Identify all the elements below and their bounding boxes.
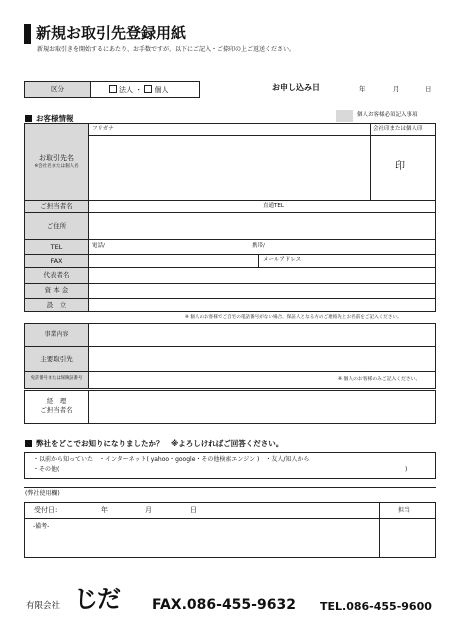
received-month: 月: [145, 506, 152, 514]
accounting-label-2: ご担当者名: [40, 406, 73, 414]
option-corporation: 法人: [119, 86, 133, 94]
survey-other-input[interactable]: [68, 465, 398, 475]
footer-tel: TEL.086-455-9600: [320, 600, 432, 613]
survey-line-2: ・その他(: [33, 466, 60, 473]
tel-mobile-input[interactable]: [272, 240, 435, 254]
client-name-input[interactable]: [89, 136, 369, 199]
category-options: [109, 85, 168, 94]
individual-note: ※ 個人のお客様でご自宅の電話番号がない場合、保証人となる方のご連絡先とお名前をご記入ください。: [185, 315, 402, 320]
direct-tel-input[interactable]: [292, 201, 435, 212]
survey-line-2-close: ): [405, 466, 408, 473]
checkbox-corporation[interactable]: [109, 85, 117, 93]
tel-mobile-label: 携帯/: [252, 243, 265, 249]
office-use-label: (弊社使用欄): [25, 490, 60, 497]
license-input[interactable]: [89, 372, 329, 388]
survey-title: 弊社をどこでお知りになりましたか？ ※よろしければご回答ください。: [36, 439, 284, 448]
application-date-label: お申し込み日: [272, 83, 320, 92]
address-label: ご住所: [46, 222, 67, 230]
received-year: 年: [101, 506, 108, 514]
option-separator: ・: [135, 86, 143, 94]
seal-header: 会社印または個人印: [373, 126, 423, 132]
staff-input[interactable]: [380, 519, 435, 557]
representative-label: 代表者名: [43, 271, 70, 279]
seal-area[interactable]: [371, 136, 435, 199]
intro-text: 新規お取引きを開始するにあたり、お手数ですが、以下にご記入・ご捺印の上ご返送ください。: [37, 46, 296, 53]
option-individual: 個人: [154, 86, 169, 94]
client-name-sublabel: ※会社名または個人名: [34, 164, 79, 169]
category-label: 区分: [51, 85, 64, 93]
license-label: 免許番号または保険証番号: [30, 376, 83, 381]
received-day: 日: [190, 506, 197, 514]
person-in-charge-label: ご担当者名: [40, 202, 73, 210]
survey-line-1: ・以前から知っていた ・インターネット( yahoo・google・その他検索エンジン ) ・友人/知人から: [33, 456, 310, 463]
business-label: 事業内容: [44, 331, 69, 338]
checkbox-individual[interactable]: [144, 85, 152, 93]
company-logo: じだ: [74, 585, 120, 613]
fax-input[interactable]: [89, 255, 254, 267]
company-prefix: 有限会社: [26, 601, 61, 611]
email-input[interactable]: [318, 255, 435, 267]
legend-note: 個人お客様必須記入事項: [357, 112, 418, 118]
application-date-month: 月: [393, 85, 400, 93]
business-input[interactable]: [89, 324, 435, 346]
application-date-day: 日: [425, 85, 432, 93]
accounting-input[interactable]: [89, 391, 435, 423]
address-input[interactable]: [89, 213, 435, 239]
staff-label: 担当: [398, 507, 411, 514]
furigana-input[interactable]: [120, 124, 368, 135]
fax-label: FAX: [50, 257, 63, 265]
tel-phone-label: 電話/: [92, 243, 105, 249]
person-in-charge-input[interactable]: [89, 201, 259, 212]
received-date-label: 受付日:: [34, 506, 58, 514]
established-input[interactable]: [89, 299, 435, 311]
representative-input[interactable]: [89, 268, 435, 283]
capital-input[interactable]: [89, 284, 435, 298]
title-bar: [24, 24, 31, 44]
survey-marker: [25, 440, 32, 447]
tel-phone-input[interactable]: [112, 240, 247, 254]
remarks-input[interactable]: [25, 532, 378, 557]
remarks-label: -備考-: [33, 523, 50, 530]
main-clients-label: 主要取引先: [40, 355, 73, 363]
tel-label: TEL: [50, 243, 63, 251]
capital-label: 資 本 金: [44, 286, 69, 294]
footer-fax: FAX.086-455-9632: [152, 597, 296, 613]
accounting-label-1: 経 理: [46, 397, 67, 405]
legend-swatch: [336, 110, 353, 122]
furigana-label: フリガナ: [92, 126, 114, 132]
section-marker: [25, 115, 32, 122]
customer-info-title: お客様情報: [36, 114, 74, 123]
main-clients-input[interactable]: [89, 347, 435, 371]
established-label: 設 立: [46, 301, 67, 309]
license-note: ※ 個人のお客様のみご記入ください。: [338, 377, 421, 382]
direct-tel-label: 直通TEL: [263, 203, 284, 209]
seal-mark: 印: [395, 161, 405, 172]
page-title: 新規お取引先登録用紙: [36, 24, 187, 42]
email-label: メールアドレス: [263, 257, 302, 263]
application-date-year: 年: [359, 85, 366, 93]
client-name-label: お取引先名: [39, 154, 74, 162]
